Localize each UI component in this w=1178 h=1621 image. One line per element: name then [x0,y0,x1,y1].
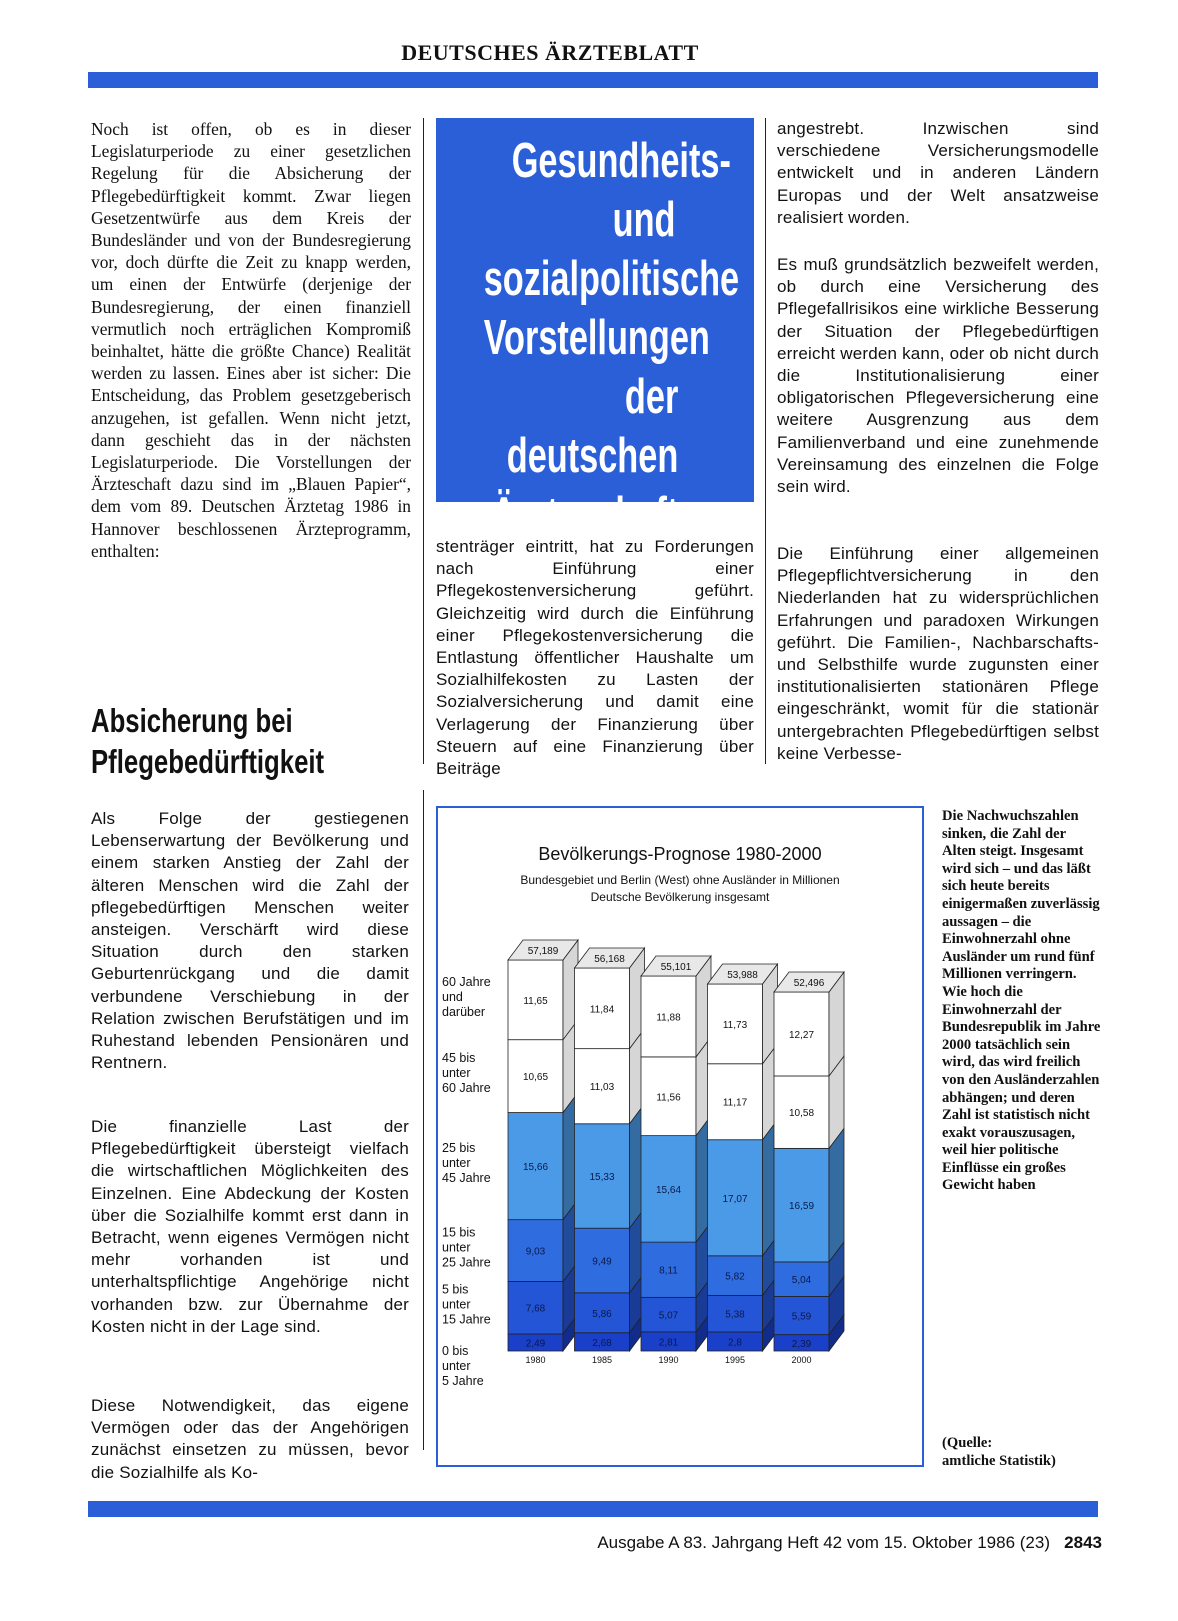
source-line-2: amtliche Statistik) [942,1453,1056,1469]
row-label: 15 bis [442,1225,476,1240]
x-tick-label: 1990 [658,1355,679,1365]
bar-value-label: 15,64 [655,1184,682,1196]
bar-value-label: 11,73 [722,1019,748,1031]
column-rule-2 [765,118,766,764]
row-label: 60 Jahre [442,974,491,989]
footer-issue: Ausgabe A 83. Jahrgang Heft 42 vom 15. Oktober 1986 (23) [597,1533,1050,1552]
row-label: unter [442,1297,471,1312]
row-label: und [442,989,463,1004]
bottom-color-band [88,1501,1098,1517]
title-line-3: sozialpolitische [483,252,740,306]
bar-value-label: 8,11 [659,1265,678,1277]
row-label: 5 Jahre [442,1374,484,1388]
row-label: 15 Jahre [442,1312,491,1327]
chart-frame [436,806,924,1467]
bar-value-label: 2,39 [791,1338,812,1350]
bar-value-label: 2,8 [728,1337,742,1349]
bar-value-label: 2,68 [592,1337,612,1349]
bar-value-label: 5,38 [725,1309,745,1321]
col3-paragraph-1: angestrebt. Inzwischen sind verschiedene Versicherungsmodelle entwickelt und in anderen Ländern Europas und der Welt ansatzweise realisiert worden. [777,119,1099,227]
title-box [436,118,754,542]
row-label: 45 bis [442,1051,476,1066]
section-heading-line-1: Absicherung bei [91,702,293,739]
row-label: unter [442,1066,471,1081]
row-label: unter [442,1156,471,1171]
chart-title: Bevölkerungs-Prognose 1980-2000 [538,844,822,864]
bar-value-label: 7,68 [525,1303,546,1315]
bar-value-label: 15,66 [522,1162,549,1174]
bar-value-label: 16,59 [788,1201,815,1213]
title-line-2: und [612,193,676,247]
bar-value-label: 5,07 [658,1310,679,1322]
col2-paragraph-1: stenträger eintritt, hat zu Forderungen nach Einführung einer Pflegekostenversicherung geführt. Gleichzeitig wird durch die Einführung einer Pflegekostenversicherung die Entlastung öffentlicher Haushalte um Sozialhilfekosten zu Lasten der Sozialversicherung und damit eine Verlagerung der Finanzierung über Steuern auf eine Finanzierung über Beiträge [436,537,754,779]
col3-paragraph-2: Es muß grundsätzlich bezweifelt werden, ob durch eine Versicherung des Pflegefallrisikos eine wirkliche Besserung der Situation der Pflegebedürftigen erreicht werden kann, oder ob nicht durch die Institutionalisierung einer obligatorischen Pflegeversicherung eine weitere Ausgrenzung aus dem Familienverband und eine zunehmende Vereinsamung des einzelnen die Folge sein wird. [777,255,1099,497]
row-label: unter [442,1359,471,1373]
chart-source [942,1434,1102,1470]
source-line-1: (Quelle: [942,1435,993,1451]
bar-total-label: 57,189 [527,946,559,957]
bar-total-label: 52,496 [793,978,825,989]
bar-value-label: 15,33 [589,1171,615,1183]
x-tick-label: 1985 [591,1355,613,1365]
col3-paragraph-3: Die Einführung einer allgemeinen Pflegepflichtversicherung in den Niederlanden hat zu widersprüchlichen Erfahrungen und paradoxen Wirkungen geführt. Die Familien-, Nachbarschafts- und Selbsthilfe wurde zugunsten einer institutionalisierten stationären Pflege eingeschränkt, womit für die stationär untergebrachten Pflegebedürftigen selbst keine Verbesse- [777,544,1099,763]
page-number: 2843 [1064,1533,1102,1552]
bar-value-label: 11,84 [589,1004,615,1016]
bar-total-label: 55,101 [660,962,692,973]
title-line-1: Gesundheits- [511,134,731,188]
bar-value-label: 11,03 [589,1082,615,1094]
chart-subtitle-2: Deutsche Bevölkerung insgesamt [590,890,770,904]
bar-side-face [829,1128,844,1262]
x-tick-label: 2000 [791,1355,812,1365]
chart-subtitle-1: Bundesgebiet und Berlin (West) ohne Ausländer in Millionen [520,873,840,887]
bar-total-label: 56,168 [594,954,625,965]
page-footer [480,1533,1102,1553]
bar-value-label: 9,49 [592,1256,612,1268]
bar-value-label: 10,65 [522,1072,549,1084]
chart-caption: Die Nachwuchszahlen sinken, die Zahl der Alten steigt. Insgesamt wird sich – und das läßt sich heute bereits einigermaßen zuverlässig aussagen – die Einwohnerzahl ohne Ausländer um rund fünf Millionen verringern. Wie hoch die Einwohnerzahl der Bundesrepublik im Jahre 2000 tatsächlich sein wird, das wird freilich von den Ausländerzahlen abhängen; und deren Zahl ist statistisch nicht exakt vorauszusagen, weil hier politische Einflüsse ein großes Gewicht haben [942,808,1101,1194]
title-line-6: Ärzteschaft [491,488,679,542]
masthead: DEUTSCHES ÄRZTEBLATT [401,40,699,65]
row-label: 60 Jahre [442,1081,491,1096]
row-label: 25 Jahre [442,1255,491,1270]
x-tick-label: 1995 [724,1355,746,1365]
section-heading-line-2: Pflegebedürftigkeit [91,743,325,780]
bar-value-label: 5,59 [791,1311,812,1323]
title-line-5: der deutschen [506,370,679,483]
bar-value-label: 2,81 [658,1337,679,1349]
col1-paragraph-1: Noch ist offen, ob es in dieser Legislaturperiode zu einer gesetzlichen Regelung für die Absicherung der Pflegebedürftigkeit kommt. Zwar liegen Gesetzentwürfe aus dem Kreis der Bundesländer und von der Bundesregierung vor, doch dürfte die Zeit zu knapp werden, um einen der Entwürfe (derjenige der Bundesregierung, der einen finanziell vermutlich noch erträglichen Kompromiß beinhaltet, hätte die größte Chance) Realität werden zu lassen. Eines aber ist sicher: Die Entscheidung, das Problem gesetzgeberisch anzugehen, ist gefallen. Wenn nicht jetzt, dann geschieht das in der nächsten Legislaturperiode. Die Vorstellungen der Ärzteschaft dazu sind im „Blauen Papier“, dem vom 89. Deutschen Ärztetag 1986 in Hannover beschlossenen Ärzteprogramm, enthalten: [91,119,411,561]
bar-value-label: 12,27 [788,1029,815,1041]
column-rule-1 [423,118,424,764]
col1-paragraph-2: Als Folge der gestiegenen Lebenserwartung der Bevölkerung und einem starken Anstieg der Zahl der älteren Menschen wird die Zahl der pflegebedürftigen Menschen weiter ansteigen. Verschärft wird diese Situation durch den starken Geburtenrückgang und die damit verbundene Verschiebung in der Relation zwischen Berufstätigen und im Ruhestand lebenden Pensionären und Rentnern. [91,809,409,1073]
row-label: darüber [442,1004,486,1019]
bar-value-label: 5,86 [592,1308,612,1320]
section-heading [91,700,348,782]
top-color-band [88,72,1098,88]
bar-value-label: 9,03 [525,1246,546,1258]
bar-value-label: 5,82 [725,1271,745,1283]
bar-value-label: 11,65 [523,995,548,1007]
bar-value-label: 11,17 [722,1097,748,1109]
bar-value-label: 10,58 [788,1108,815,1120]
row-label: 0 bis [442,1344,469,1358]
row-label: 5 bis [442,1282,469,1297]
bar-value-label: 5,04 [791,1275,812,1287]
row-label: 45 Jahre [442,1171,491,1186]
bar-total-label: 53,988 [727,970,758,981]
col1-paragraph-3: Die finanzielle Last der Pflegebedürftigkeit übersteigt vielfach die wirtschaftlichen Möglichkeiten des Einzelnen. Eine Abdeckung der Kosten über die Sozialhilfe kommt erst dann in Betracht, wenn eigenes Vermögen nicht mehr vorhanden ist und unterhaltspflichtige Angehörige nicht vorhanden bzw. zur Übernahme der Kosten nicht in der Lage sind. [91,1117,409,1336]
row-label: 25 bis [442,1141,476,1156]
bar-value-label: 17,07 [722,1193,748,1205]
title-line-4: Vorstellungen [483,311,710,365]
row-label: unter [442,1240,471,1255]
bar-value-label: 2,49 [525,1338,546,1350]
x-tick-label: 1980 [525,1355,546,1365]
column-rule-1b [423,790,424,1450]
population-chart [438,808,922,1465]
bar-value-label: 11,56 [656,1092,681,1104]
title-box-heading [483,132,740,545]
col1-paragraph-4: Diese Notwendigkeit, das eigene Vermögen oder das der Angehörigen zunächst einsetzen zu müssen, bevor die Sozialhilfe als Ko- [91,1396,409,1482]
bar-value-label: 11,88 [656,1012,681,1024]
